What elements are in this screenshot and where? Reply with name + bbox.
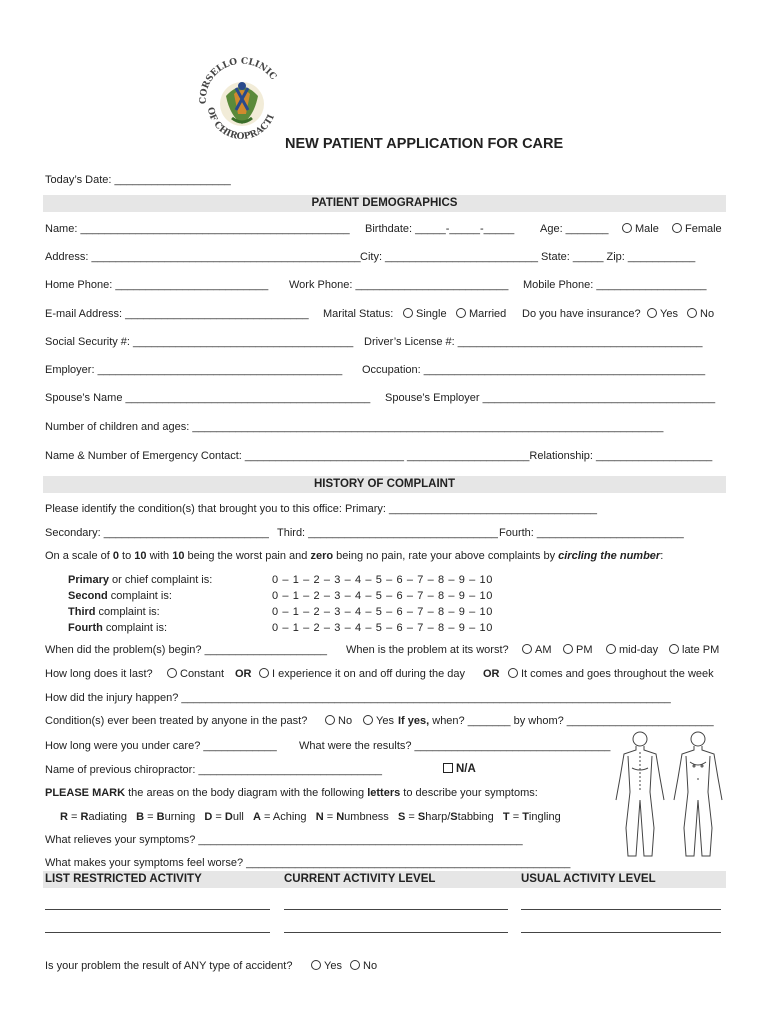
radio-circle-icon	[259, 668, 269, 678]
na-checkbox[interactable]: N/A	[443, 763, 476, 775]
form-title: NEW PATIENT APPLICATION FOR CARE	[285, 136, 564, 152]
radio-circle-icon	[456, 308, 466, 318]
radio-circle-icon	[167, 668, 177, 678]
constant-radio[interactable]: Constant	[167, 668, 224, 680]
body-outline-icon	[610, 728, 734, 862]
treated-when-field[interactable]: If yes, when? _______ by whom? ________________________	[398, 715, 714, 727]
usual-activity-line-1[interactable]	[521, 909, 721, 910]
pain-scale-fourth[interactable]: 0 – 1 – 2 – 3 – 4 – 5 – 6 – 7 – 8 – 9 – 10	[272, 622, 493, 634]
radio-circle-icon	[669, 644, 679, 654]
worst-midday-radio[interactable]: mid-day	[606, 644, 658, 656]
worst-am-radio[interactable]: AM	[522, 644, 552, 656]
restricted-activity-header: LIST RESTRICTED ACTIVITY	[45, 873, 202, 885]
insurance-label: Do you have insurance?	[522, 308, 641, 320]
no-label: No	[700, 308, 715, 320]
section-title-history: HISTORY OF COMPLAINT	[314, 478, 455, 490]
female-label: Female	[685, 223, 722, 235]
section-bar-history	[43, 476, 726, 493]
birthdate-field[interactable]: Birthdate: _____-_____-_____	[365, 223, 515, 235]
age-field[interactable]: Age: _______	[540, 223, 609, 235]
radio-circle-icon	[672, 223, 682, 233]
radio-circle-icon	[606, 644, 616, 654]
restricted-activity-line-2[interactable]	[45, 932, 270, 933]
logo-top-text: CORSELLO CLINIC	[198, 56, 279, 105]
city-state-zip-field[interactable]: City: _________________________ State: _____ Zip: ___________	[360, 251, 696, 263]
work-phone-field[interactable]: Work Phone: _________________________	[289, 279, 509, 291]
current-activity-header: CURRENT ACTIVITY LEVEL	[284, 873, 436, 885]
insurance-yes-radio[interactable]	[647, 308, 678, 320]
radio-circle-icon	[508, 668, 518, 678]
accident-question: Is your problem the result of ANY type of accident?	[45, 960, 293, 972]
employer-field[interactable]: Employer: ________________________________________	[45, 364, 343, 376]
children-field[interactable]: Number of children and ages: _____________________________________________________________________________	[45, 421, 664, 433]
spouse-employer-field[interactable]: Spouse’s Employer ______________________________________	[385, 392, 716, 404]
worst-time-label: When is the problem at its worst?	[346, 644, 509, 656]
married-label: Married	[469, 308, 507, 320]
worst-latepm-radio[interactable]: late PM	[669, 644, 719, 656]
marital-status-label: Marital Status:	[323, 308, 394, 320]
radio-circle-icon	[563, 644, 573, 654]
comes-goes-radio[interactable]: It comes and goes throughout the week	[508, 668, 714, 680]
or-label-2: OR	[483, 668, 500, 680]
pain-scale-second[interactable]: 0 – 1 – 2 – 3 – 4 – 5 – 6 – 7 – 8 – 9 – 10	[272, 590, 493, 602]
occupation-field[interactable]: Occupation: ______________________________________________	[362, 364, 706, 376]
third-field[interactable]: Third: _______________________________	[277, 527, 498, 539]
yes-label: Yes	[660, 308, 678, 320]
male-radio[interactable]	[622, 223, 659, 235]
single-label: Single	[416, 308, 447, 320]
pain-scale-primary[interactable]: 0 – 1 – 2 – 3 – 4 – 5 – 6 – 7 – 8 – 9 – 10	[272, 574, 493, 586]
usual-activity-header: USUAL ACTIVITY LEVEL	[521, 873, 656, 885]
section-bar-demographics	[43, 195, 726, 212]
body-diagram[interactable]	[610, 728, 734, 862]
home-phone-field[interactable]: Home Phone: _________________________	[45, 279, 269, 291]
previous-chiro-field[interactable]: Name of previous chiropractor: ______________________________	[45, 764, 382, 776]
radio-circle-icon	[363, 715, 373, 725]
emergency-contact-field[interactable]: Name & Number of Emergency Contact: __________________________ ____________________Relationship: ___________________	[45, 450, 713, 462]
drivers-license-field[interactable]: Driver’s License #: ________________________________________	[364, 336, 703, 348]
female-radio[interactable]	[672, 223, 722, 235]
body-diagram-instructions: PLEASE MARK the areas on the body diagram with the following letters to describe your symptoms:	[45, 787, 538, 799]
complaint-label-third: Third complaint is:	[68, 606, 160, 618]
treated-yes-radio[interactable]: Yes	[363, 715, 394, 727]
radio-circle-icon	[622, 223, 632, 233]
treated-label: Condition(s) ever been treated by anyone in the past?	[45, 715, 308, 727]
mobile-phone-field[interactable]: Mobile Phone: __________________	[523, 279, 707, 291]
radio-circle-icon	[647, 308, 657, 318]
todays-date-field[interactable]: Today’s Date: ___________________	[45, 174, 231, 186]
address-field[interactable]: Address: ____________________________________________	[45, 251, 361, 263]
checkbox-icon	[443, 763, 453, 773]
under-care-field[interactable]: How long were you under care? ____________	[45, 740, 277, 752]
secondary-field[interactable]: Secondary: ___________________________	[45, 527, 269, 539]
accident-no-radio[interactable]: No	[350, 960, 377, 972]
complaint-label-second: Second complaint is:	[68, 590, 172, 602]
current-activity-line-1[interactable]	[284, 909, 508, 910]
relieves-field[interactable]: What relieves your symptoms? _____________________________________________________	[45, 834, 523, 846]
complaint-label-fourth: Fourth complaint is:	[68, 622, 168, 634]
fourth-field[interactable]: Fourth: ________________________	[499, 527, 684, 539]
pain-scale-instructions: On a scale of 0 to 10 with 10 being the worst pain and zero being no pain, rate your above complaints by circling the number:	[45, 550, 664, 562]
single-radio[interactable]	[403, 308, 447, 320]
duration-label: How long does it last?	[45, 668, 153, 680]
usual-activity-line-2[interactable]	[521, 932, 721, 933]
worse-field[interactable]: What makes your symptoms feel worse? _____________________________________________________	[45, 857, 571, 869]
treated-no-radio[interactable]: No	[325, 715, 352, 727]
insurance-no-radio[interactable]	[687, 308, 714, 320]
injury-field[interactable]: How did the injury happen? ________________________________________________________________________________	[45, 692, 671, 704]
name-field[interactable]: Name: ____________________________________________	[45, 223, 350, 235]
primary-condition-field[interactable]: Please identify the condition(s) that brought you to this office: Primary: __________________________________	[45, 503, 598, 515]
current-activity-line-2[interactable]	[284, 932, 508, 933]
radio-circle-icon	[325, 715, 335, 725]
radio-circle-icon	[311, 960, 321, 970]
clinic-logo	[196, 56, 286, 146]
pain-scale-third[interactable]: 0 – 1 – 2 – 3 – 4 – 5 – 6 – 7 – 8 – 9 – 10	[272, 606, 493, 618]
problem-began-field[interactable]: When did the problem(s) begin? ____________________	[45, 644, 327, 656]
symptom-codes: R = Radiating B = Burning D = Dull A = Aching N = Numbness S = Sharp/Stabbing T = Tingling	[60, 811, 561, 823]
married-radio[interactable]	[456, 308, 506, 320]
worst-pm-radio[interactable]: PM	[563, 644, 593, 656]
accident-yes-radio[interactable]: Yes	[311, 960, 342, 972]
male-label: Male	[635, 223, 659, 235]
on-off-radio[interactable]: I experience it on and off during the day	[259, 668, 465, 680]
results-field[interactable]: What were the results? ________________________________	[299, 740, 611, 752]
radio-circle-icon	[403, 308, 413, 318]
logo-emblem-icon	[196, 56, 286, 146]
or-label-1: OR	[235, 668, 252, 680]
restricted-activity-line-1[interactable]	[45, 909, 270, 910]
complaint-label-primary: Primary or chief complaint is:	[68, 574, 213, 586]
section-title-demographics: PATIENT DEMOGRAPHICS	[311, 197, 458, 209]
spouse-name-field[interactable]: Spouse’s Name ________________________________________	[45, 392, 371, 404]
logo-bottom-text: OF CHIROPRACTI	[204, 106, 277, 143]
radio-circle-icon	[522, 644, 532, 654]
radio-circle-icon	[350, 960, 360, 970]
email-field[interactable]: E-mail Address: ______________________________	[45, 308, 309, 320]
radio-circle-icon	[687, 308, 697, 318]
ssn-field[interactable]: Social Security #: ____________________________________	[45, 336, 354, 348]
